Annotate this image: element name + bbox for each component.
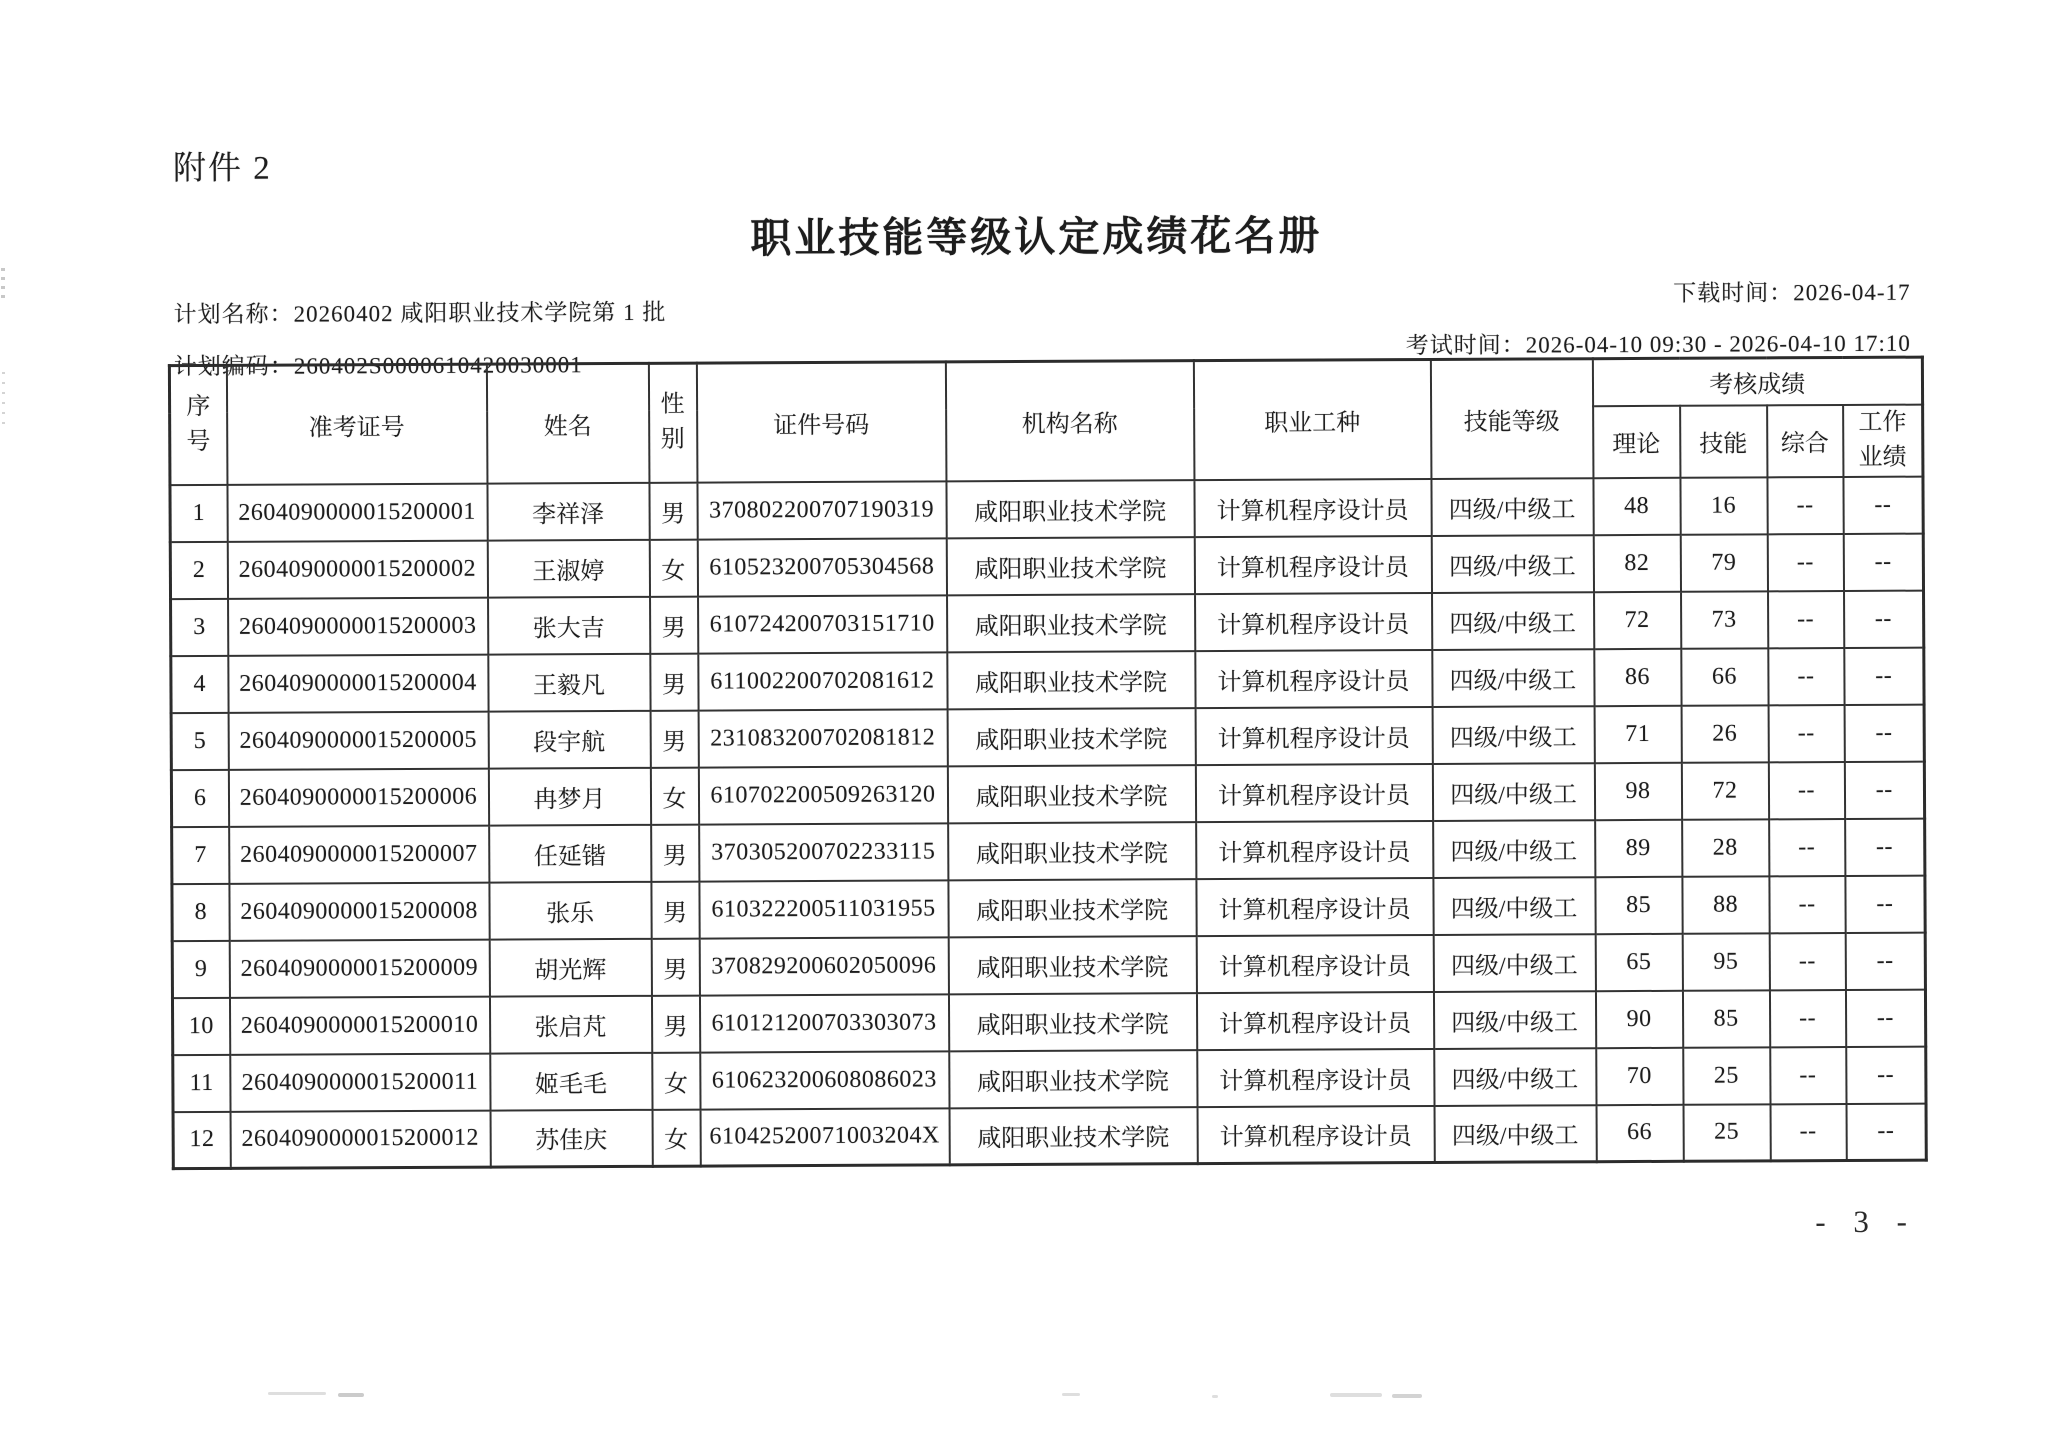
cell-index: 12 (173, 1111, 230, 1168)
table-row (170, 533, 1923, 599)
cell-admission-no: 2604090000015200006 (228, 768, 488, 826)
cell-score-work: -- (1844, 704, 1924, 761)
header-score-work: 工作业绩 (1843, 404, 1923, 476)
table-row (173, 1103, 1926, 1169)
cell-gender: 女 (652, 1109, 700, 1166)
cell-score-comprehensive: -- (1769, 989, 1845, 1046)
cell-institution: 咸阳职业技术学院 (947, 765, 1195, 823)
cell-admission-no: 2604090000015200010 (229, 996, 489, 1054)
exam-time-label: 考试时间： (1405, 332, 1526, 359)
header-institution: 机构名称 (945, 361, 1194, 481)
download-time-label: 下载时间： (1673, 280, 1794, 306)
cell-index: 5 (171, 712, 228, 769)
cell-admission-no: 2604090000015200012 (230, 1110, 490, 1168)
table-row (171, 761, 1924, 827)
cell-institution: 咸阳职业技术学院 (949, 1050, 1197, 1108)
cell-score-theory: 71 (1594, 705, 1681, 762)
cell-score-comprehensive: -- (1770, 1103, 1846, 1160)
cell-score-skill: 73 (1681, 591, 1768, 648)
cell-score-comprehensive: -- (1768, 590, 1844, 647)
cell-score-theory: 89 (1595, 819, 1682, 876)
cell-skill-level: 四级/中级工 (1434, 1105, 1596, 1163)
table-row (173, 1046, 1926, 1112)
cell-id-number: 610322200511031955 (699, 880, 948, 938)
cell-score-comprehensive: -- (1767, 476, 1843, 533)
cell-occupation: 计算机程序设计员 (1197, 1106, 1434, 1164)
cell-gender: 男 (651, 995, 699, 1052)
cell-score-work: -- (1845, 989, 1925, 1046)
cell-admission-no: 2604090000015200005 (228, 711, 488, 769)
cell-name: 王毅凡 (488, 653, 650, 711)
cell-name: 张启芃 (489, 995, 651, 1053)
cell-score-comprehensive: -- (1770, 1046, 1846, 1103)
cell-score-comprehensive: -- (1769, 932, 1845, 989)
header-score-skill: 技能 (1680, 405, 1767, 477)
cell-score-theory: 72 (1594, 591, 1681, 648)
cell-skill-level: 四级/中级工 (1432, 649, 1594, 707)
cell-skill-level: 四级/中级工 (1433, 934, 1595, 992)
cell-institution: 咸阳职业技术学院 (947, 651, 1195, 709)
header-score-comprehensive: 综合 (1767, 404, 1843, 476)
cell-score-work: -- (1846, 1103, 1926, 1160)
cell-score-comprehensive: -- (1768, 647, 1844, 704)
cell-name: 任延锴 (489, 824, 651, 882)
cell-score-work: -- (1844, 590, 1924, 647)
cell-occupation: 计算机程序设计员 (1196, 992, 1433, 1050)
cell-name: 姬毛毛 (490, 1052, 652, 1110)
cell-gender: 男 (651, 824, 699, 881)
table-row (171, 647, 1924, 713)
cell-name: 李祥泽 (487, 482, 649, 540)
cell-gender: 男 (650, 596, 698, 653)
cell-institution: 咸阳职业技术学院 (946, 480, 1194, 538)
cell-score-theory: 86 (1594, 648, 1681, 705)
cell-occupation: 计算机程序设计员 (1195, 707, 1432, 765)
cell-index: 7 (172, 826, 229, 883)
cell-gender: 女 (650, 767, 698, 824)
cell-institution: 咸阳职业技术学院 (948, 822, 1196, 880)
cell-score-skill: 25 (1683, 1047, 1770, 1104)
cell-institution: 咸阳职业技术学院 (948, 993, 1196, 1051)
cell-admission-no: 2604090000015200001 (227, 483, 487, 541)
table-row (172, 875, 1925, 941)
cell-score-skill: 95 (1682, 933, 1769, 990)
cell-skill-level: 四级/中级工 (1432, 706, 1594, 764)
cell-score-comprehensive: -- (1768, 761, 1844, 818)
cell-score-skill: 28 (1682, 819, 1769, 876)
cell-occupation: 计算机程序设计员 (1194, 479, 1431, 537)
plan-name-line (174, 294, 667, 329)
cell-index: 3 (171, 598, 228, 655)
header-admission-no: 准考证号 (226, 364, 487, 484)
cell-score-skill: 72 (1681, 762, 1768, 819)
cell-score-work: -- (1844, 761, 1924, 818)
cell-score-work: -- (1845, 875, 1925, 932)
cell-occupation: 计算机程序设计员 (1196, 935, 1433, 993)
cell-score-theory: 85 (1595, 876, 1682, 933)
cell-id-number: 370305200702233115 (699, 823, 948, 881)
header-id-number: 证件号码 (696, 362, 946, 482)
cell-score-work: -- (1846, 1046, 1926, 1103)
download-time-line (1673, 274, 1910, 308)
cell-institution: 咸阳职业技术学院 (947, 594, 1195, 652)
cell-gender: 男 (649, 482, 697, 539)
cell-index: 4 (171, 655, 228, 712)
cell-score-work: -- (1843, 476, 1923, 533)
cell-score-theory: 82 (1593, 534, 1680, 591)
cell-score-work: -- (1843, 533, 1923, 590)
table-row (171, 704, 1924, 770)
cell-score-theory: 48 (1593, 477, 1680, 534)
plan-name-label: 计划名称： (173, 301, 294, 328)
cell-id-number: 610121200703303073 (699, 994, 948, 1052)
cell-occupation: 计算机程序设计员 (1194, 536, 1431, 594)
cell-occupation: 计算机程序设计员 (1195, 593, 1432, 651)
score-table-body (170, 476, 1926, 1169)
cell-name: 王淑婷 (487, 539, 649, 597)
cell-id-number: 370829200602050096 (699, 937, 948, 995)
cell-score-skill: 88 (1682, 876, 1769, 933)
cell-score-comprehensive: -- (1769, 818, 1845, 875)
exam-time-value: 2026-04-10 09:30 - 2026-04-10 17:10 (1525, 330, 1911, 358)
download-time-value: 2026-04-17 (1793, 279, 1911, 306)
cell-name: 张乐 (489, 881, 651, 939)
cell-occupation: 计算机程序设计员 (1195, 764, 1432, 822)
cell-id-number: 61042520071003204X (700, 1108, 949, 1166)
cell-index: 11 (173, 1054, 230, 1111)
cell-score-skill: 16 (1680, 477, 1767, 534)
header-occupation: 职业工种 (1193, 360, 1431, 480)
cell-score-skill: 66 (1681, 648, 1768, 705)
cell-score-comprehensive: -- (1767, 533, 1843, 590)
cell-index: 9 (172, 940, 229, 997)
cell-score-work: -- (1845, 818, 1925, 875)
cell-id-number: 610724200703151710 (698, 595, 947, 653)
cell-score-theory: 65 (1595, 933, 1682, 990)
cell-admission-no: 2604090000015200007 (229, 825, 489, 883)
cell-index: 10 (172, 997, 229, 1054)
cell-name: 段宇航 (488, 710, 650, 768)
attachment-label: 附件 2 (172, 150, 272, 188)
plan-code-label: 计划编码： (173, 353, 294, 380)
header-skill-level: 技能等级 (1430, 359, 1593, 479)
cell-score-theory: 70 (1596, 1047, 1683, 1104)
cell-gender: 女 (652, 1052, 700, 1109)
cell-gender: 男 (651, 938, 699, 995)
table-row (172, 818, 1925, 884)
score-roster-table (168, 353, 1928, 1171)
cell-skill-level: 四级/中级工 (1434, 1048, 1596, 1106)
cell-score-theory: 98 (1594, 762, 1681, 819)
cell-institution: 咸阳职业技术学院 (947, 708, 1195, 766)
table-row (170, 476, 1923, 542)
cell-id-number: 610523200705304568 (697, 538, 946, 596)
cell-gender: 男 (650, 653, 698, 710)
cell-occupation: 计算机程序设计员 (1195, 650, 1432, 708)
cell-skill-level: 四级/中级工 (1433, 820, 1595, 878)
cell-occupation: 计算机程序设计员 (1197, 1049, 1434, 1107)
cell-score-comprehensive: -- (1769, 875, 1845, 932)
cell-gender: 女 (649, 539, 697, 596)
cell-institution: 咸阳职业技术学院 (946, 537, 1194, 595)
cell-admission-no: 2604090000015200009 (229, 939, 489, 997)
exam-time-line (1406, 325, 1911, 360)
cell-score-skill: 79 (1680, 534, 1767, 591)
cell-skill-level: 四级/中级工 (1431, 535, 1593, 593)
header-name: 姓名 (486, 363, 649, 483)
cell-occupation: 计算机程序设计员 (1196, 821, 1433, 879)
page-number: - 3 - (1815, 1203, 1910, 1240)
cell-skill-level: 四级/中级工 (1432, 592, 1594, 650)
cell-institution: 咸阳职业技术学院 (948, 879, 1196, 937)
cell-gender: 男 (651, 881, 699, 938)
cell-score-skill: 25 (1683, 1104, 1770, 1161)
cell-skill-level: 四级/中级工 (1433, 877, 1595, 935)
cell-score-work: -- (1844, 647, 1924, 704)
table-row (171, 590, 1924, 656)
cell-id-number: 231083200702081812 (698, 709, 947, 767)
cell-id-number: 611002200702081612 (698, 652, 947, 710)
cell-id-number: 610702200509263120 (698, 766, 947, 824)
cell-score-theory: 66 (1596, 1104, 1683, 1161)
cell-index: 8 (172, 883, 229, 940)
header-index: 序号 (169, 365, 227, 484)
cell-index: 6 (171, 769, 228, 826)
cell-admission-no: 2604090000015200008 (229, 882, 489, 940)
cell-score-skill: 26 (1681, 705, 1768, 762)
cell-id-number: 610623200608086023 (700, 1051, 949, 1109)
cell-skill-level: 四级/中级工 (1433, 991, 1595, 1049)
header-gender: 性别 (648, 363, 697, 482)
cell-index: 2 (170, 541, 227, 598)
table-row (172, 989, 1925, 1055)
plan-code-value: 260402S0000610420030001 (293, 352, 583, 379)
page-title: 职业技能等级认定成绩花名册 (750, 212, 1323, 262)
header-score-group: 考核成绩 (1592, 357, 1922, 406)
cell-admission-no: 2604090000015200002 (227, 540, 487, 598)
cell-admission-no: 2604090000015200003 (228, 597, 488, 655)
cell-institution: 咸阳职业技术学院 (948, 936, 1196, 994)
cell-admission-no: 2604090000015200011 (230, 1053, 490, 1111)
cell-skill-level: 四级/中级工 (1431, 478, 1593, 536)
cell-admission-no: 2604090000015200004 (228, 654, 488, 712)
cell-name: 张大吉 (488, 596, 650, 654)
cell-name: 胡光辉 (489, 938, 651, 996)
cell-name: 苏佳庆 (490, 1109, 652, 1167)
cell-skill-level: 四级/中级工 (1432, 763, 1594, 821)
cell-occupation: 计算机程序设计员 (1196, 878, 1433, 936)
cell-score-skill: 85 (1682, 990, 1769, 1047)
header-score-theory: 理论 (1593, 405, 1680, 477)
cell-score-theory: 90 (1595, 990, 1682, 1047)
cell-id-number: 370802200707190319 (697, 481, 946, 539)
cell-index: 1 (170, 484, 227, 541)
cell-name: 冉梦月 (488, 767, 650, 825)
cell-gender: 男 (650, 710, 698, 767)
cell-score-comprehensive: -- (1768, 704, 1844, 761)
plan-name-value: 20260402 咸阳职业技术学院第 1 批 (293, 299, 667, 327)
cell-institution: 咸阳职业技术学院 (949, 1107, 1197, 1165)
cell-score-work: -- (1845, 932, 1925, 989)
table-row (172, 932, 1925, 998)
